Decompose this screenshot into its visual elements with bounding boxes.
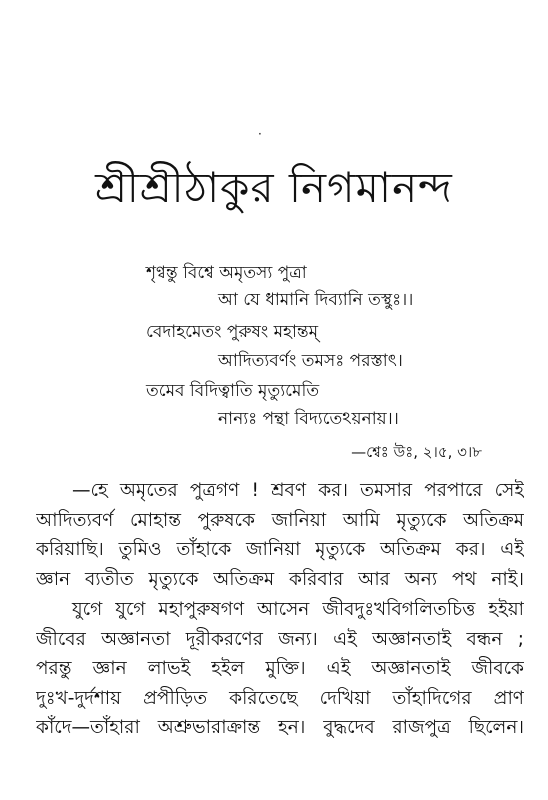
paragraph-1-line-1: —হে অমৃতের পুত্রগণ ! শ্রবণ কর। তমসার পরপারে সেই [72, 480, 524, 501]
verse-line-5: তমেব বিদিত্বাতি মৃত্যুমেতি [146, 381, 320, 401]
verse-line-3: বেদাহমেতং পুরুষং মহান্তম্ [146, 322, 319, 342]
paragraph-1 [36, 476, 524, 594]
verse-line-6: নান্যঃ পন্থা বিদ্যতেঽয়নায়।। [218, 409, 399, 429]
paragraph-2-line-4: দুঃখ-দুর্দশায় প্রপীড়িত করিতেছে দেখিয়া তাঁহাদিগের প্রাণ [36, 687, 524, 709]
verse-citation: —শ্বেঃ উঃ, ২।৫, ৩।৮ [351, 443, 482, 461]
paragraph-2-line-5: কাঁদে—তাঁহারা অশ্রুভারাক্রান্ত হন। বুদ্ধদেব রাজপুত্র ছিলেন। [36, 717, 524, 738]
paragraph-2-line-1: যুগে যুগে মহাপুরুষগণ আসেন জীবদুঃখবিগলিতচিত্ত হইয়া [72, 599, 524, 620]
paragraph-2-line-2: জীবের অজ্ঞানতা দূরীকরণের জন্য। এই অজ্ঞানতাই বন্ধন ; [36, 628, 524, 650]
paragraph-1-line-4: জ্ঞান ব্যতীত মৃত্যুকে অতিক্রম করিবার আর অন্য পথ নাই। [36, 568, 524, 590]
paragraph-2-line-3: পরন্তু জ্ঞান লাভই হইল মুক্তি। এই অজ্ঞানতাই জীবকে [36, 658, 524, 679]
verse-line-1: শৃণ্বন্তু বিশ্বে অমৃতস্য পুত্রা [146, 263, 307, 283]
paragraph-1-line-3: করিয়াছি। তুমিও তাঁহাকে জানিয়া মৃত্যুকে অতিক্রম কর। এই [36, 539, 524, 560]
paragraph-1-line-2: আদিত্যবর্ণ মোহান্ত পুরুষকে জানিয়া আমি মৃত্যুকে অতিক্রম [36, 509, 524, 531]
verse-line-4: আদিত্যবর্ণং তমসঃ পরস্তাৎ। [218, 351, 403, 371]
page-title: শ্রীশ্রীঠাকুর নিগমানন্দ [95, 163, 453, 212]
ink-dot: · [258, 127, 262, 141]
paragraph-2 [36, 595, 524, 743]
verse-line-2: আ যে ধামানি দিব্যানি তস্থুঃ।। [218, 290, 414, 310]
